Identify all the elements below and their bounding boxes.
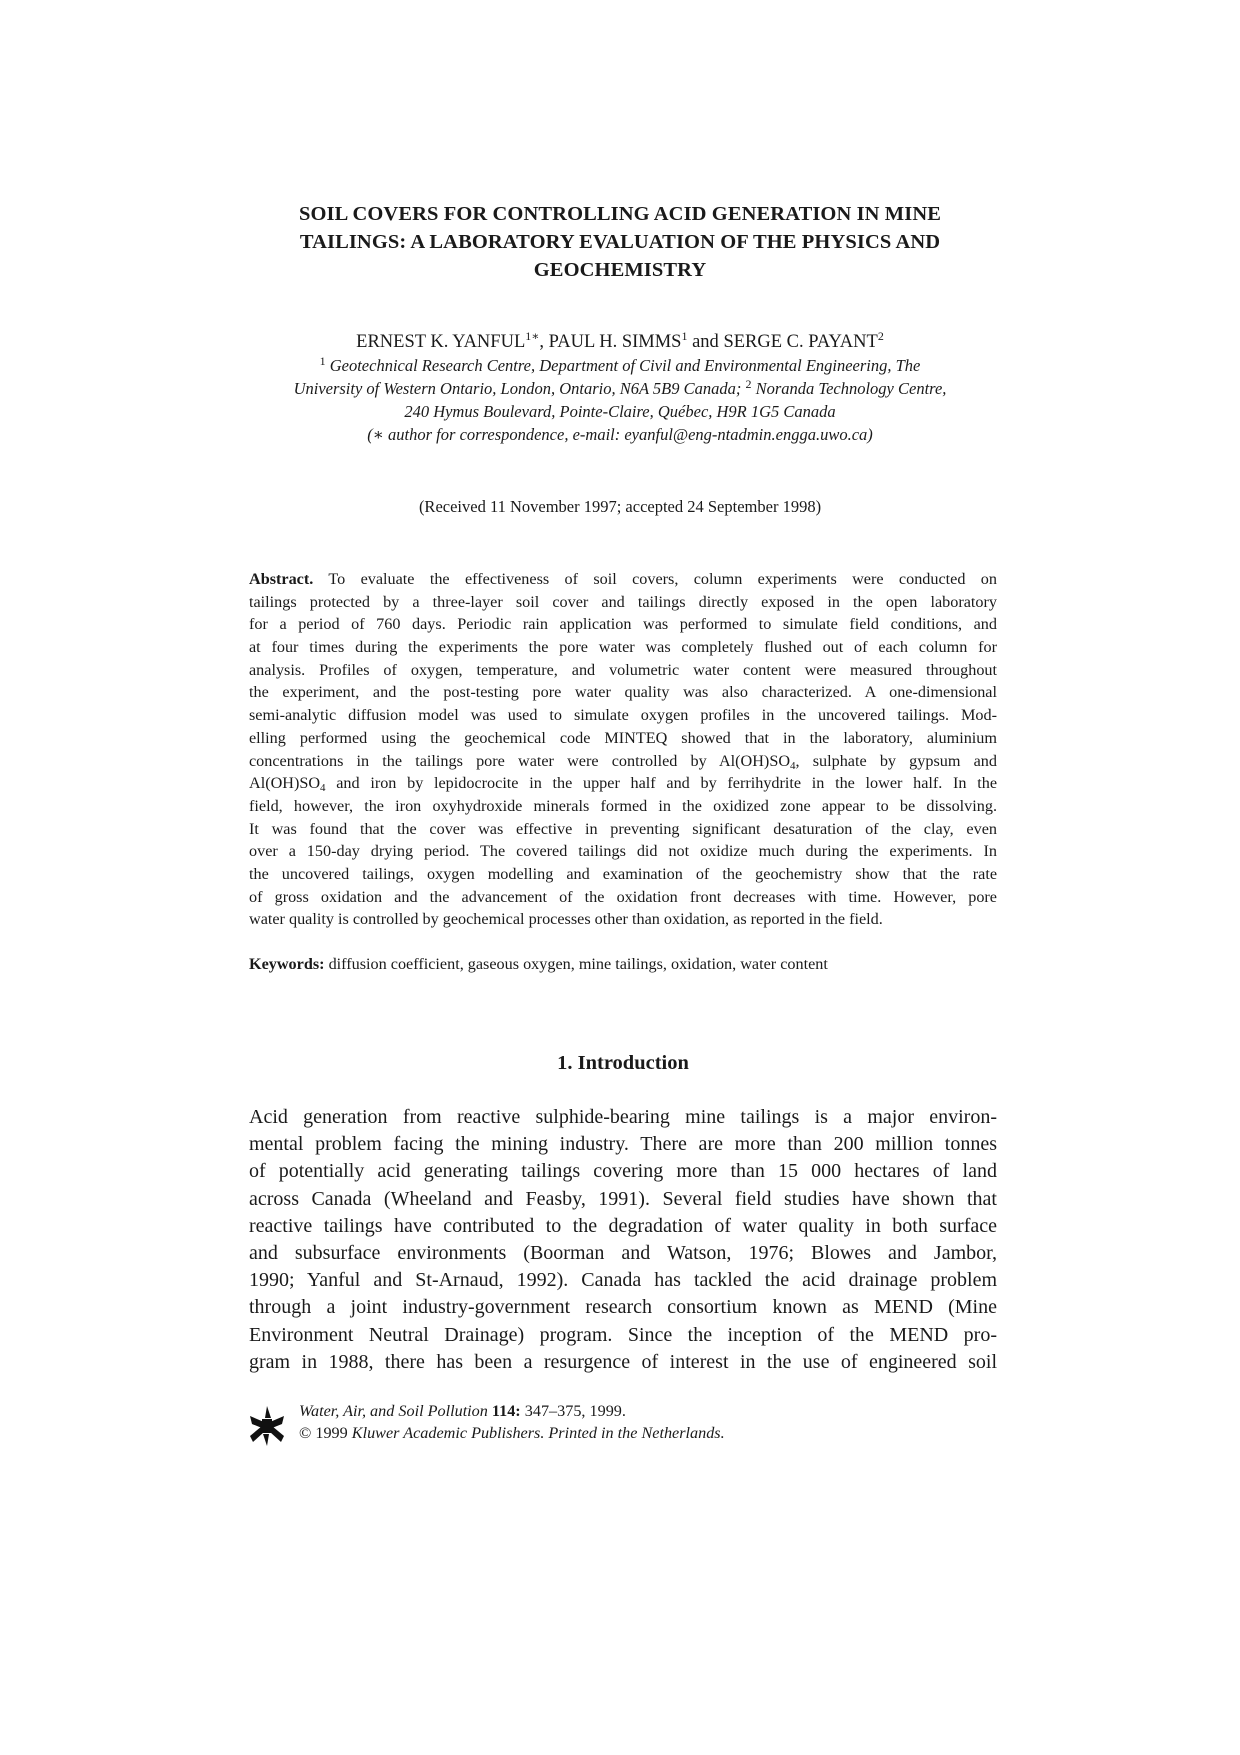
abstract-line: analysis. Profiles of oxygen, temperature, and volumetric water content were measured throughout — [249, 660, 997, 679]
abstract-line: the experiment, and the post-testing pore water quality was also characterized. A one-dimensional — [249, 683, 997, 702]
body-line: 1990; Yanful and St-Arnaud, 1992). Canada has tackled the acid drainage problem — [249, 1269, 997, 1292]
publisher-logo-icon — [249, 1404, 285, 1448]
abstract-line: at four times during the experiments the pore water was completely flushed out of each column for — [249, 638, 997, 657]
subscript: 4 — [790, 759, 796, 772]
abstract-line: for a period of 760 days. Periodic rain application was performed to simulate field conditions, and — [249, 615, 997, 634]
body-line: through a joint industry-government research consortium known as MEND (Mine — [249, 1296, 997, 1319]
body-line: reactive tailings have contributed to the degradation of water quality in both surface — [249, 1214, 997, 1237]
abstract-line: the uncovered tailings, oxygen modelling and examination of the geochemistry show that the rate — [249, 864, 997, 883]
body-line: of potentially acid generating tailings covering more than 15 000 hectares of land — [249, 1160, 997, 1183]
journal-volume: 114: — [491, 1402, 521, 1420]
abstract-line: over a 150-day drying period. The covered tailings did not oxidize much during the experiments. In — [249, 842, 997, 861]
affiliations — [200, 354, 1040, 446]
journal-name: Water, Air, and Soil Pollution — [299, 1402, 488, 1420]
body-line: across Canada (Wheeland and Feasby, 1991). Several field studies have shown that — [249, 1187, 997, 1210]
author-separator: and — [687, 332, 724, 352]
author-simms: PAUL H. SIMMS — [548, 332, 682, 352]
author-yanful: ERNEST K. YANFUL — [356, 332, 526, 352]
abstract-line: It was found that the cover was effective in preventing significant desaturation of the clay, even — [249, 819, 997, 838]
abstract-text: Al(OH)SO — [249, 774, 321, 793]
author-payant-affil: 2 — [877, 329, 884, 343]
abstract-line: semi-analytic diffusion model was used to simulate oxygen profiles in the uncovered tailings. Mod- — [249, 706, 997, 725]
body-line: mental problem facing the mining industry. There are more than 200 million tonnes — [249, 1133, 997, 1156]
received-dates: (Received 11 November 1997; accepted 24 September 1998) — [418, 497, 822, 516]
abstract-label: Abstract. — [249, 570, 314, 588]
abstract-text: To evaluate the effectiveness of soil covers, column experiments were conducted on — [313, 570, 997, 588]
paper-title — [250, 200, 990, 284]
abstract-line — [249, 750, 997, 773]
author-payant: SERGE C. PAYANT — [723, 332, 878, 352]
body-line: Environment Neutral Drainage) program. Since the inception of the MEND pro- — [249, 1323, 997, 1346]
affil-text-2b: Noranda Technology Centre, — [751, 379, 947, 398]
correspondence-line: (∗ author for correspondence, e-mail: eyanful@eng-ntadmin.engga.uwo.ca) — [367, 425, 873, 444]
copyright-year: © 1999 — [299, 1424, 352, 1442]
keywords — [249, 953, 997, 975]
author-separator: , — [539, 332, 549, 352]
author-yanful-affil: 1∗ — [525, 329, 540, 343]
copyright-line — [299, 1422, 725, 1444]
abstract-line: of gross oxidation and the advancement of the oxidation front decreases with time. However, pore — [249, 887, 997, 906]
journal-pages: 347–375, 1999. — [520, 1402, 626, 1420]
title-line-3: GEOCHEMISTRY — [533, 259, 707, 281]
keywords-text: diffusion coefficient, gaseous oxygen, mine tailings, oxidation, water content — [324, 955, 828, 973]
abstract-line — [249, 772, 997, 795]
publisher-name: Kluwer Academic Publishers. Printed in the Netherlands. — [351, 1424, 725, 1442]
abstract-line — [249, 568, 997, 591]
title-line-2: TAILINGS: A LABORATORY EVALUATION OF THE PHYSICS AND — [299, 231, 941, 253]
publication-footer — [249, 1400, 997, 1450]
abstract-line: field, however, the iron oxyhydroxide minerals formed in the oxidized zone appear to be dissolving. — [249, 796, 997, 815]
abstract-text: and iron by lepidocrocite in the upper half and by ferrihydrite in the lower half. In the — [325, 774, 997, 793]
author-simms-affil: 1 — [681, 329, 688, 343]
affiliation-line-2 — [200, 377, 1040, 400]
body-line: Acid generation from reactive sulphide-bearing mine tailings is a major environ- — [249, 1106, 997, 1128]
abstract — [249, 568, 997, 931]
affiliation-line-3: 240 Hymus Boulevard, Pointe-Claire, Québec, H9R 1G5 Canada — [404, 402, 836, 421]
body-line: gram in 1988, there has been a resurgence of interest in the use of engineered soil — [249, 1350, 997, 1373]
affiliation-line-1 — [200, 354, 1040, 377]
keywords-label: Keywords: — [249, 955, 325, 973]
body-line: and subsurface environments (Boorman and Watson, 1976; Blowes and Jambor, — [249, 1241, 997, 1264]
footer-text — [299, 1400, 725, 1444]
abstract-line: tailings protected by a three-layer soil cover and tailings directly exposed in the open laboratory — [249, 592, 997, 611]
introduction-body — [249, 1104, 997, 1376]
affil-text-2a: University of Western Ontario, London, Ontario, N6A 5B9 Canada; — [293, 379, 746, 398]
affil-marker-1: 1 — [319, 354, 326, 368]
subscript: 4 — [320, 782, 326, 795]
section-heading-introduction: 1. Introduction — [557, 1052, 689, 1074]
abstract-text: concentrations in the tailings pore water were controlled by Al(OH)SO — [249, 751, 791, 770]
affil-marker-2: 2 — [745, 377, 752, 391]
abstract-text: , sulphate by gypsum and — [795, 751, 997, 770]
title-line-1: SOIL COVERS FOR CONTROLLING ACID GENERATION IN MINE — [298, 203, 942, 225]
journal-citation — [299, 1400, 725, 1422]
affil-text-1: Geotechnical Research Centre, Department of Civil and Environmental Engineering, The — [325, 356, 921, 375]
author-list — [200, 330, 1040, 354]
abstract-line: elling performed using the geochemical code MINTEQ showed that in the laboratory, aluminium — [249, 728, 997, 747]
abstract-line: water quality is controlled by geochemical processes other than oxidation, as reported in the field. — [249, 910, 883, 929]
